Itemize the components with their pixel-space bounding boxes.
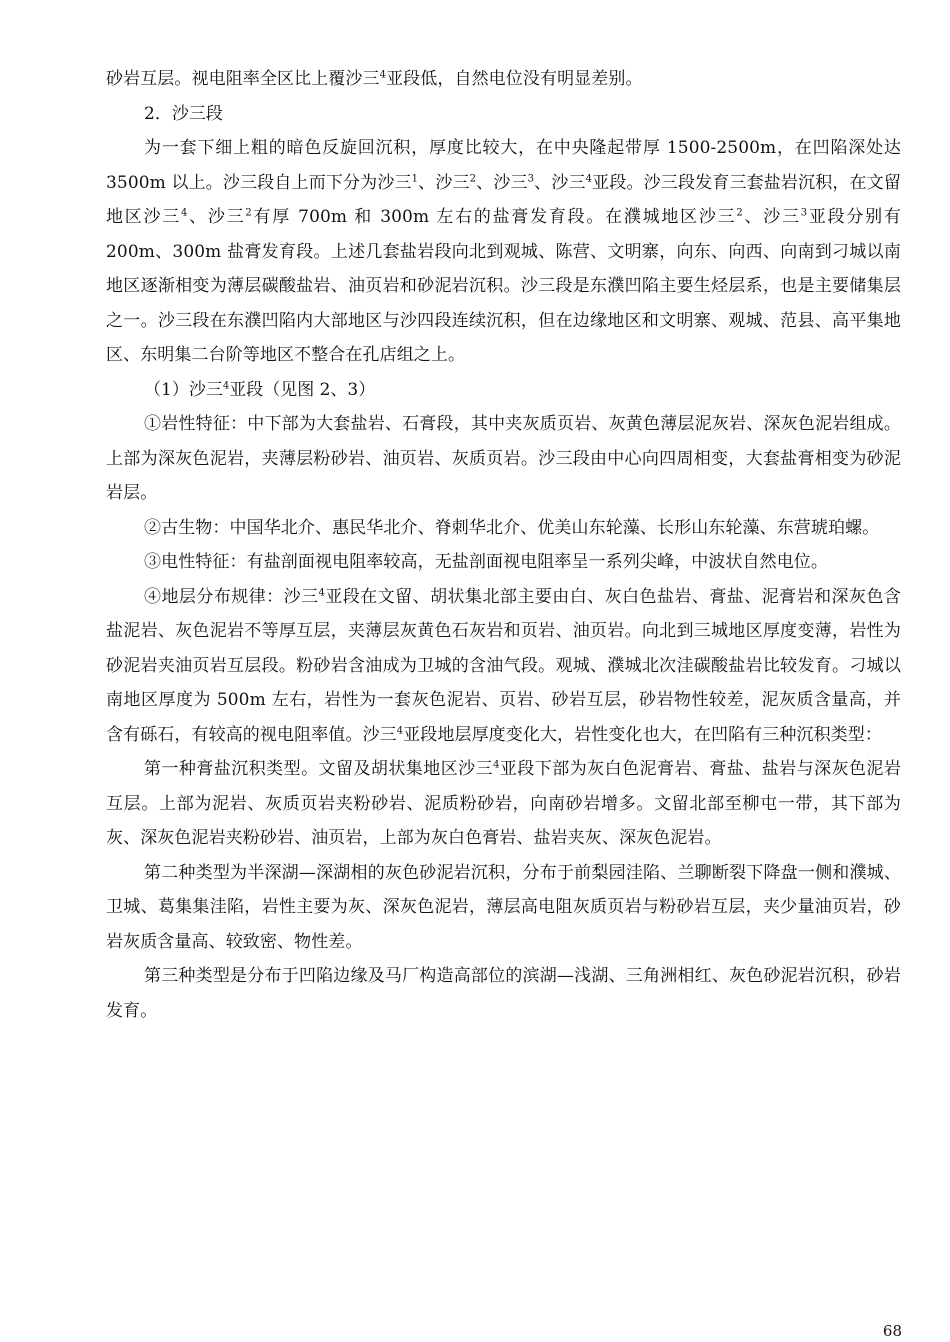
body-text: [106, 62, 901, 1028]
subsection-heading-sha3-4: （1）沙三$^4$亚段（见图 2、3）: [144, 379, 376, 400]
paragraph-type-1: 第一种膏盐沉积类型。文留及胡状集地区沙三$^4$亚段下部为灰白色泥膏岩、膏盐、盐岩与深灰色泥岩互层。上部为泥岩、灰质页岩夹粉砂岩、泥质粉砂岩，向南砂岩增多。文留北部至柳屯一带，其下部为灰、深灰色泥岩夹粉砂岩、油页岩，上部为灰白色膏岩、盐岩夹灰、深灰色泥岩。: [106, 759, 901, 848]
paragraph-lithology: ①岩性特征：中下部为大套盐岩、石膏段，其中夹灰质页岩、灰黄色薄层泥灰岩、深灰色泥岩组成。上部为深灰色泥岩，夹薄层粉砂岩、油页岩、灰质页岩。沙三段由中心向四周相变，大套盐膏相变为砂泥岩层。: [106, 414, 901, 503]
paragraph-electrical: ③电性特征：有盐剖面视电阻率较高，无盐剖面视电阻率呈一系列尖峰，中波状自然电位。: [144, 552, 828, 572]
page-number: 68: [882, 1322, 902, 1340]
paragraph-distribution: ④地层分布规律：沙三$^4$亚段在文留、胡状集北部主要由白、灰白色盐岩、膏盐、泥膏岩和深灰色含盐泥岩、灰色泥岩不等厚互层，夹薄层灰黄色石灰岩和页岩、油页岩。向北到三城地区厚度变薄，岩性为砂泥岩夹油页岩互层段。粉砂岩含油成为卫城的含油气段。观城、濮城北次洼碳酸盐岩比较发育。刁城以南地区厚度为 500m 左右，岩性为一套灰色泥岩、页岩、砂岩互层，砂岩物性较差，泥灰质含量高，并含有砾石，有较高的视电阻率值。沙三$^4$亚段地层厚度变化大，岩性变化也大，在凹陷有三种沉积类型：: [106, 586, 901, 745]
paragraph-continuation: 砂岩互层。视电阻率全区比上覆沙三$^4$亚段低，自然电位没有明显差别。: [106, 69, 643, 89]
paragraph-paleontology: ②古生物：中国华北介、惠民华北介、脊刺华北介、优美山东轮藻、长形山东轮藻、东营琥珀螺。: [144, 517, 880, 538]
paragraph-sha3-overview: 为一套下细上粗的暗色反旋回沉积，厚度比较大，在中央隆起带厚 1500-2500m，在凹陷深处达 3500m 以上。沙三段自上而下分为沙三$^1$、沙三$^2$、沙三$^3$、沙三$^4$亚段。沙三段发育三套盐岩沉积，在文留地区沙三$^4$、沙三$^2$有厚 700m 和 300m 左右的盐膏发育段。在濮城地区沙三$^2$、沙三$^3$亚段分别有 200m、300m 盐膏发育段。上述几套盐岩段向北到观城、陈营、文明寨，向东、向西、向南到刁城以南地区逐渐相变为薄层碳酸盐岩、油页岩和砂泥岩沉积。沙三段是东濮凹陷主要生烃层系，也是主要储集层之一。沙三段在东濮凹陷内大部地区与沙四段连续沉积，但在边缘地区和文明寨、观城、范县、高平集地区、东明集二台阶等地区不整合在孔店组之上。: [106, 138, 901, 365]
paragraph-type-3: 第三种类型是分布于凹陷边缘及马厂构造高部位的滨湖—浅湖、三角洲相红、灰色砂泥岩沉积，砂岩发育。: [106, 966, 901, 1021]
paragraph-type-2: 第二种类型为半深湖—深湖相的灰色砂泥岩沉积，分布于前梨园洼陷、兰聊断裂下降盘一侧和濮城、卫城、葛集集洼陷，岩性主要为灰、深灰色泥岩，薄层高电阻灰质页岩与粉砂岩互层，夹少量油页岩，砂岩灰质含量高、较致密、物性差。: [106, 862, 901, 952]
section-heading-sha3: 2．沙三段: [144, 103, 223, 124]
